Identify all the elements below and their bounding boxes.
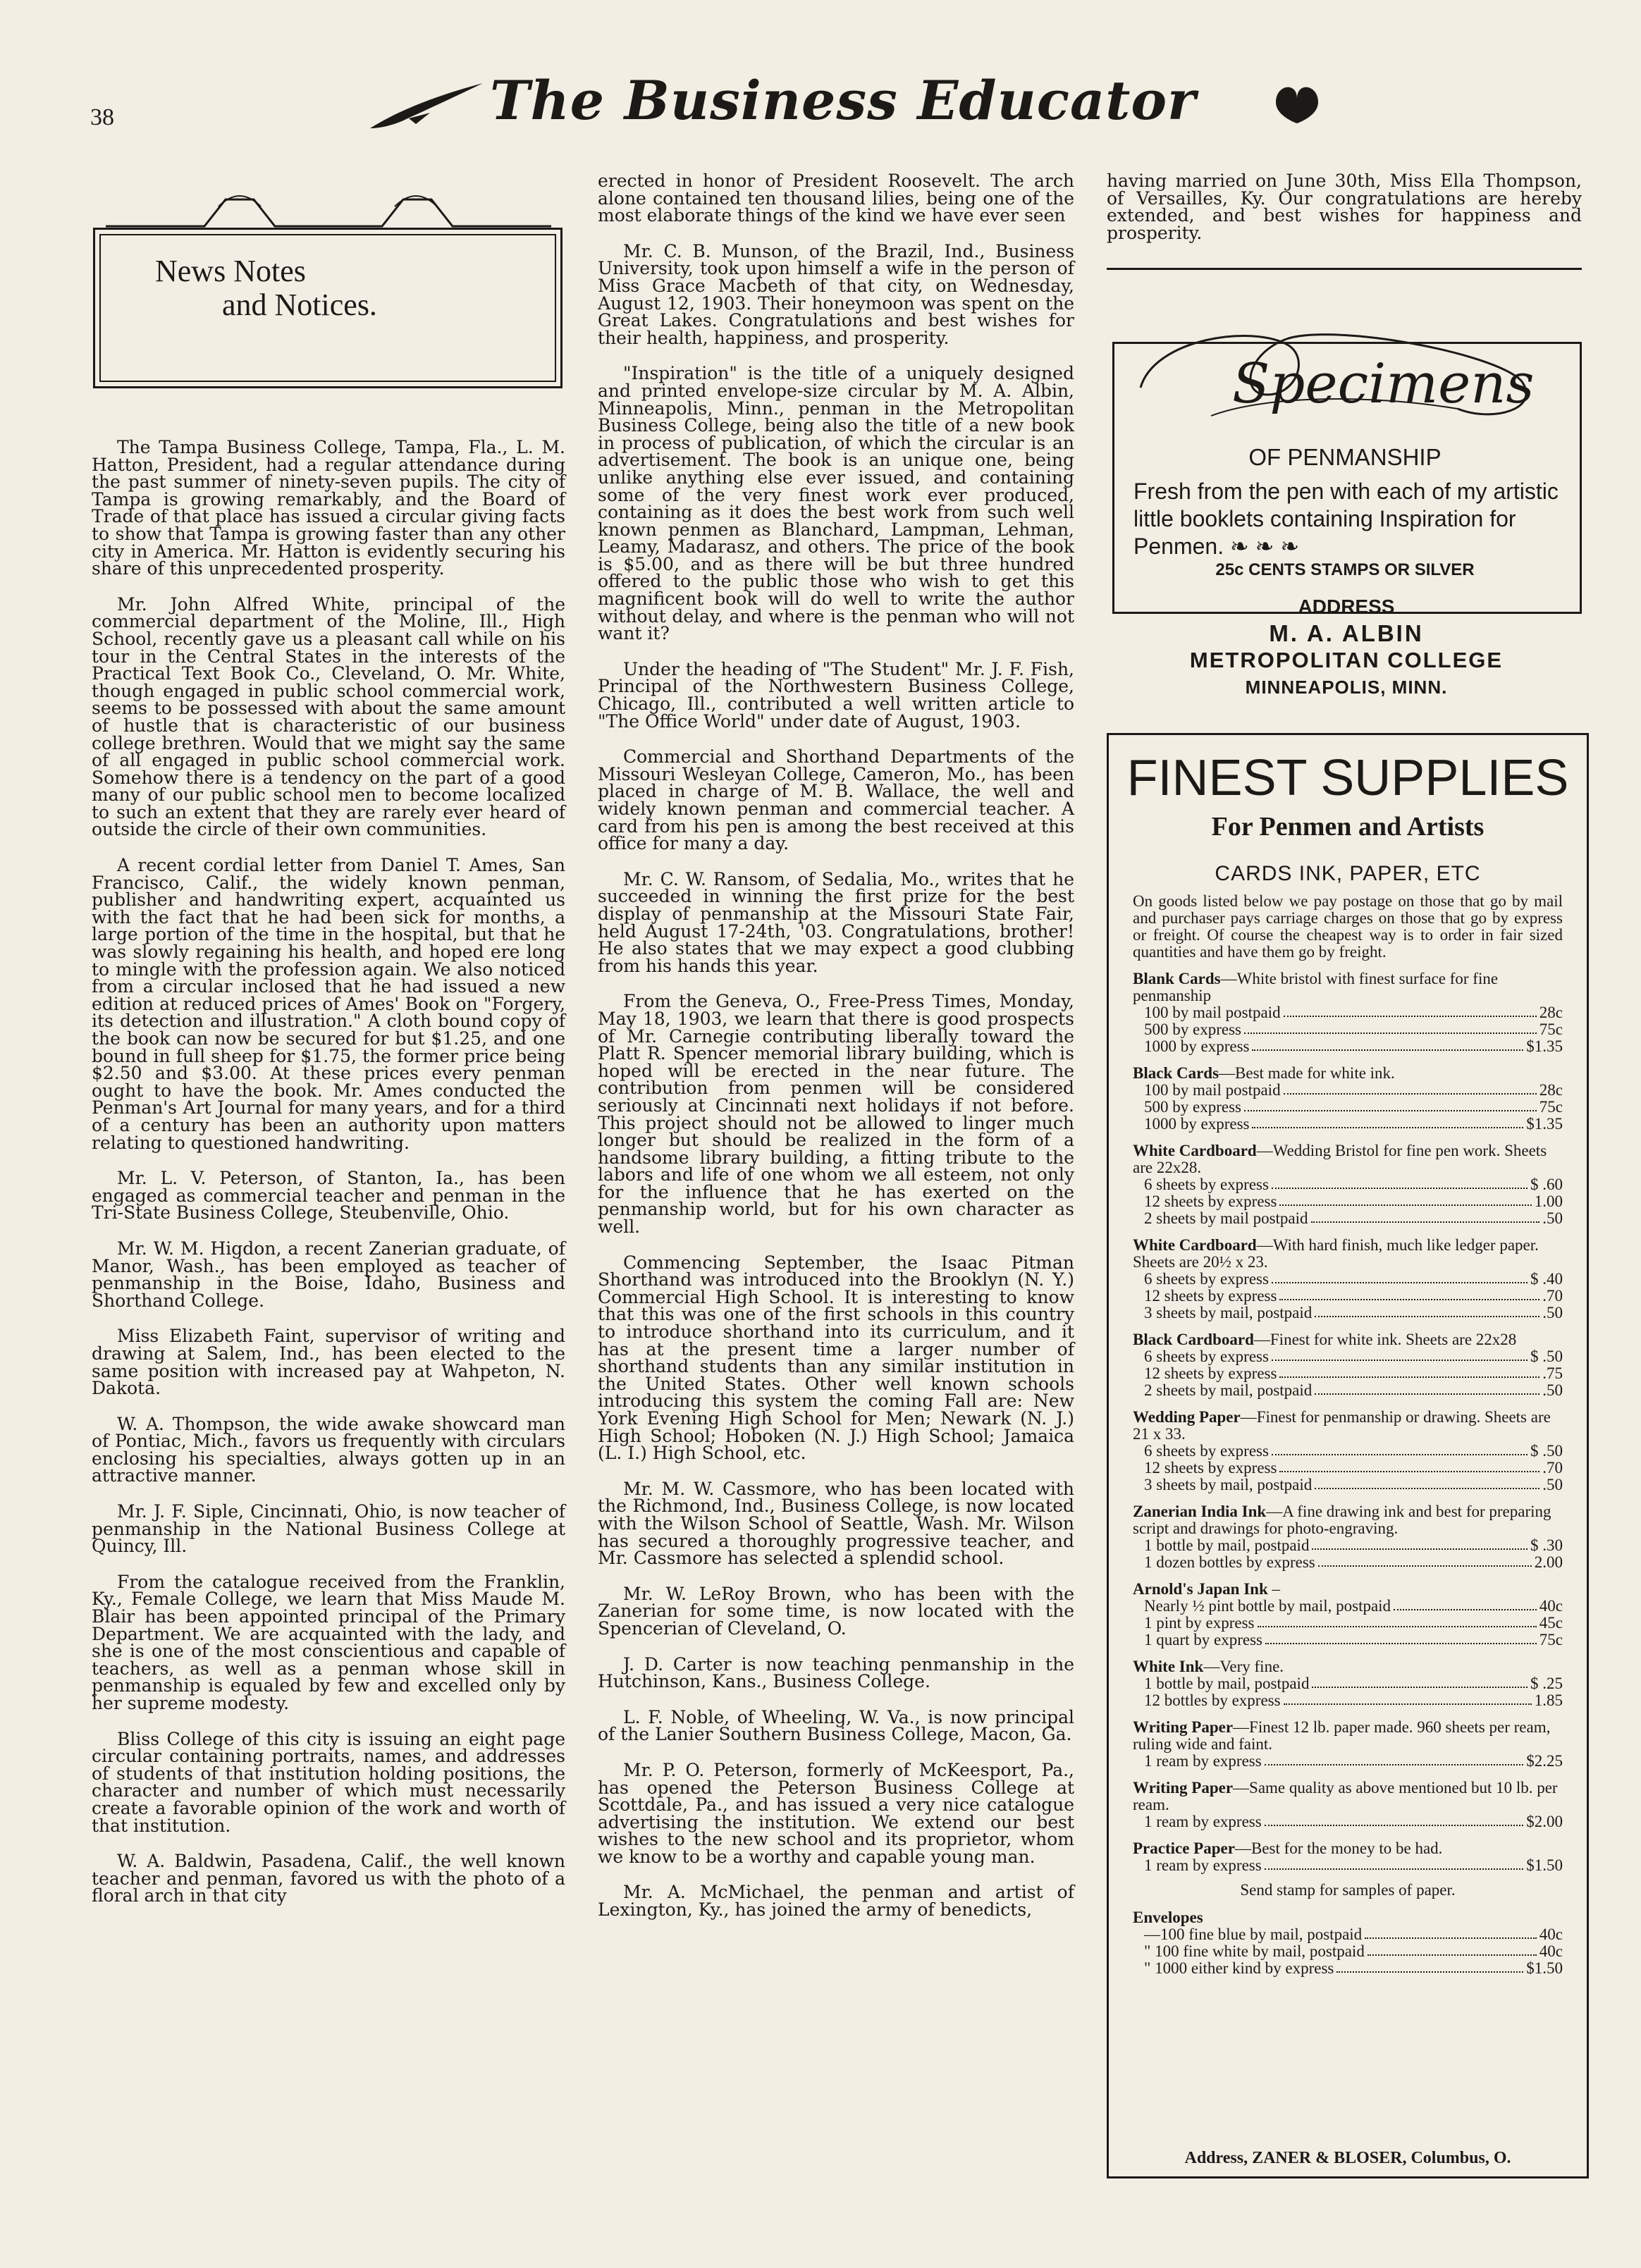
supply-item [1133, 1840, 1563, 1874]
quill-icon [367, 78, 486, 134]
address-label: ADDRESS [1298, 596, 1395, 617]
price-value: 45c [1539, 1614, 1563, 1632]
news-item: "Inspiration" is the title of a uniquely designed and printed envelope-size circular by M. A. Albin, Minneapolis, Minn., penman in the Metropolitan Business College, being also the title of a new book in process of publication, of which the circular is an advertisement. The book is an unique one, being unlike anything else ever issued, and containing some of the very finest work ever produced, containing as it does the best work from such well known penmen as Blanchard, Lampman, Lehman, Leamy, Madarasz, and others. The price of the book is $5.00, and as there will be but three hundred offered to the public those who wish to get this magnificent book will do well to write the author without delay, and where is the penman who will not want it? [598, 363, 1074, 644]
supply-item-name: Black Cardboard [1133, 1331, 1254, 1348]
price-value: $ .50 [1530, 1348, 1563, 1365]
supplies-categories: CARDS INK, PAPER, ETC [1215, 862, 1481, 885]
price-label: 12 sheets by express [1144, 1192, 1277, 1210]
supply-item-detail: —Wedding Bristol for fine pen work. Sheets are 22x28. [1133, 1142, 1547, 1176]
supply-item-detail: —Finest for white ink. Sheets are 22x28 [1253, 1331, 1517, 1348]
price-row [1144, 1382, 1563, 1399]
supply-item-desc [1133, 1780, 1563, 1813]
leader-dots [1318, 1554, 1532, 1567]
envelopes-rows [1133, 1926, 1563, 1977]
supply-item-name: Writing Paper [1133, 1779, 1234, 1796]
leader-dots [1336, 1960, 1523, 1973]
masthead-title: The Business Educator [490, 69, 1197, 132]
address-city: MINNEAPOLIS, MINN. [1245, 677, 1448, 698]
price-label: 12 sheets by express [1144, 1364, 1277, 1382]
price-label: 1 bottle by mail, postpaid [1144, 1536, 1310, 1554]
supply-item-desc [1133, 1719, 1563, 1753]
price-label: 12 sheets by express [1144, 1459, 1277, 1477]
price-value: .50 [1542, 1476, 1563, 1493]
leader-dots [1244, 1021, 1537, 1034]
leader-dots [1315, 1305, 1539, 1317]
price-label: 100 by mail postpaid [1144, 1004, 1281, 1021]
supply-item [1133, 1719, 1563, 1770]
price-label: 1 bottle by mail, postpaid [1144, 1675, 1310, 1692]
price-row [1144, 1753, 1563, 1770]
news-item: Mr. W. M. Higdon, a recent Zanerian graduate, of Manor, Wash., has been employed as teacher of penmanship in the Boise, Idaho, Business and Shorthand College. [92, 1238, 565, 1311]
price-label: —100 fine blue by mail, postpaid [1144, 1925, 1363, 1943]
price-value: $1.35 [1526, 1115, 1563, 1133]
column-1 [92, 173, 565, 1923]
supply-item-detail: – [1267, 1580, 1280, 1598]
divider [1107, 268, 1582, 270]
supply-item-detail: —White bristol with finest surface for fine penmanship [1133, 970, 1499, 1004]
supply-item-detail: —Best for the money to be had. [1234, 1839, 1443, 1857]
supplies-title: FINEST SUPPLIES [1126, 750, 1569, 806]
news-item: having married on June 30th, Miss Ella Thompson, of Versailles, Ky. Our congratulations are hereby extended, and best wishes for happiness and prosperity. [1107, 171, 1582, 243]
supply-item-name: Black Cards [1133, 1064, 1219, 1082]
supply-item [1133, 1331, 1563, 1399]
price-value: $1.35 [1526, 1037, 1563, 1055]
leader-dots [1284, 1004, 1537, 1017]
price-row [1144, 1598, 1563, 1615]
penmanship-heading: OF PENMANSHIP [1248, 444, 1442, 470]
supply-item-name: Wedding Paper [1133, 1408, 1241, 1426]
leader-dots [1311, 1210, 1540, 1223]
supply-item [1133, 1237, 1563, 1321]
supply-item-desc [1133, 1409, 1563, 1443]
price-label: 1 quart by express [1144, 1631, 1262, 1648]
price-row [1144, 1021, 1563, 1038]
albin-address [1112, 593, 1580, 701]
price-label: 2 sheets by mail postpaid [1144, 1209, 1308, 1227]
leader-dots [1279, 1288, 1539, 1300]
price-label: 6 sheets by express [1144, 1348, 1269, 1365]
supply-item-desc [1133, 1840, 1563, 1857]
price-row [1144, 1176, 1563, 1193]
price-row [1144, 1813, 1563, 1830]
price-label: " 1000 either kind by express [1144, 1959, 1334, 1977]
leader-dots [1315, 1477, 1539, 1489]
price-value: $2.00 [1526, 1813, 1563, 1830]
price-row [1144, 1943, 1563, 1960]
news-item: J. D. Carter is now teaching penmanship in the Hutchinson, Kans., Business College. [598, 1653, 1074, 1692]
supply-item [1133, 1142, 1563, 1227]
price-row [1144, 1365, 1563, 1382]
envelopes-item [1133, 1909, 1563, 1977]
leader-dots [1365, 1926, 1537, 1939]
price-value: $1.50 [1526, 1856, 1563, 1874]
price-row [1144, 1857, 1563, 1874]
price-row [1144, 1675, 1563, 1692]
price-value: .70 [1542, 1287, 1563, 1305]
news-item: Mr. John Alfred White, principal of the commercial department of the Moline, Ill., High School, recently gave us a pleasant call while on his tour in the Central States in the interests of the Practical Text Book Co., Cleveland, O. Mr. White, though engaged in public school commercial work, seems to be possessed with about the same amount of hustle that is characteristic of our business college brethren. Would that we might say the same of all engaged in public school commercial work. Somehow there is a tendency on the part of a good many of our public school men to become localized to such an extent that they are rarely ever heard of outside the circle of their own communities. [92, 593, 565, 840]
supply-item [1133, 1658, 1563, 1709]
supply-item [1133, 1409, 1563, 1493]
leader-dots [1272, 1443, 1528, 1455]
price-row [1144, 1477, 1563, 1493]
price-row [1144, 1615, 1563, 1632]
price-value: .75 [1542, 1364, 1563, 1382]
price-label: 6 sheets by express [1144, 1442, 1269, 1460]
leader-dots [1265, 1753, 1524, 1765]
price-row [1144, 1960, 1563, 1977]
supply-item-desc [1133, 1237, 1563, 1271]
price-value: $ .60 [1530, 1176, 1563, 1193]
leader-dots [1252, 1116, 1523, 1128]
supply-item-desc [1133, 1658, 1563, 1675]
samples-note: Send stamp for samples of paper. [1240, 1881, 1456, 1899]
price-row [1144, 1554, 1563, 1571]
news-item: L. F. Noble, of Wheeling, W. Va., is now principal of the Lanier Southern Business College, Macon, Ga. [598, 1706, 1074, 1745]
price-label: 3 sheets by mail, postpaid [1144, 1304, 1313, 1321]
supply-item [1133, 1780, 1563, 1830]
supply-item-desc [1133, 970, 1563, 1004]
price-row [1144, 1116, 1563, 1133]
news-item: Mr. M. W. Cassmore, who has been located with the Richmond, Ind., Business College, is now located with the Wilson School of Seattle, Wash. Mr. Wilson has secured a thoroughly progressive teacher, and Mr. Cassmore has selected a splendid school. [598, 1478, 1074, 1569]
news-item: A recent cordial letter from Daniel T. Ames, San Francisco, Calif., the widely known penman, publisher and handwriting expert, acquainted us with the fact that he had been sick for months, a large portion of the time in the hospital, but that he was slowly regaining his health, and hoped ere long to mingle with the profession again. We also noticed from a circular inclosed that he had issued a new edition at reduced prices of Ames' Book on "Forgery, its detection and illustration." A cloth bound copy of the book can now be secured for but $1.25, and one bound in full sheep for $1.75, the former price being $2.50 and $3.00. At these prices every penman ought to have the book. Mr. Ames conducted the Penman's Art Journal for many years, and for a third of a century has been an authority upon matters relating to questioned handwriting. [92, 855, 565, 1153]
price-row [1144, 1305, 1563, 1321]
price-row [1144, 1460, 1563, 1477]
price-value: $ .40 [1530, 1270, 1563, 1288]
news-item: Under the heading of "The Student" Mr. J. F. Fish, Principal of the Northwestern Business College, Chicago, Ill., contributed a well written article to "The Office World" under date of August, 1903. [598, 658, 1074, 732]
price-value: 40c [1539, 1942, 1563, 1960]
leader-dots [1394, 1598, 1537, 1610]
news-item: erected in honor of President Roosevelt. The arch alone contained ten thousand lilies, being one of the most elaborate things of the kind we have ever seen [598, 171, 1074, 226]
supply-item [1133, 1065, 1563, 1133]
price-label: 6 sheets by express [1144, 1176, 1269, 1193]
news-item: From the Geneva, O., Free-Press Times, Monday, May 18, 1903, we learn that there is good prospects of Mr. Carnegie contributing liberally toward the Platt R. Spencer memorial library building, which is hoped will be erected in the near future. The contribution from penmen will be considered seriously at Cincinnati next holidays if not before. This project should not be allowed to linger much longer but should be realized in the form of a handsome library building, a fitting tribute to the labors and life of one whom we all esteem, not only for the influence that he has exerted on the penmanship world, but for his own character as well. [598, 991, 1074, 1238]
price-label: 6 sheets by express [1144, 1270, 1269, 1288]
supply-item-detail: —Finest for penmanship or drawing. Sheets are 21 x 33. [1133, 1408, 1551, 1443]
price-value: 40c [1539, 1925, 1563, 1943]
price-label: 2 sheets by mail, postpaid [1144, 1381, 1313, 1399]
supply-item-name: Blank Cards [1133, 970, 1221, 987]
price-row [1144, 1004, 1563, 1021]
price-value: 75c [1539, 1631, 1563, 1648]
supplies-subtitle: For Penmen and Artists [1211, 812, 1485, 842]
penmanship-price: 25c CENTS STAMPS OR SILVER [1215, 560, 1475, 579]
penmanship-body: Fresh from the pen with each of my artistic little booklets containing Inspiration for Penmen. ❧ ❧ ❧ [1133, 479, 1559, 559]
news-item: Mr. C. B. Munson, of the Brazil, Ind., Business University, took upon himself a wife in the person of Miss Grace Macbeth of that city, on Wednesday, August 12, 1903. Their honeymoon was spent on the Great Lakes. Congratulations and best wishes for their health, happiness, and prosperity. [598, 240, 1074, 348]
news-item: Mr. J. F. Siple, Cincinnati, Ohio, is now teacher of penmanship in the National Business College at Quincy, Ill. [92, 1501, 565, 1557]
price-label: 1 ream by express [1144, 1752, 1262, 1770]
leader-dots [1279, 1460, 1539, 1472]
price-label: 500 by express [1144, 1098, 1241, 1116]
envelopes-head: Envelopes [1133, 1909, 1203, 1926]
news-item: Mr. L. V. Peterson, of Stanton, Ia., has been engaged as commercial teacher and penman in the Tri-State Business College, Steubenville, Ohio. [92, 1168, 565, 1224]
price-row [1144, 1271, 1563, 1288]
supply-item-detail: —Very fine. [1203, 1658, 1284, 1675]
leader-dots [1284, 1692, 1532, 1705]
leader-dots [1272, 1176, 1528, 1189]
leader-dots [1312, 1675, 1528, 1688]
price-value: .50 [1542, 1381, 1563, 1399]
leader-dots [1265, 1632, 1537, 1644]
price-label: 12 bottles by express [1144, 1691, 1281, 1709]
price-label: 1000 by express [1144, 1037, 1250, 1055]
page-number: 38 [90, 104, 114, 130]
supplies-footer: Address, ZANER & BLOSER, Columbus, O. [1184, 2149, 1511, 2167]
leader-dots [1244, 1099, 1537, 1111]
price-value: 28c [1539, 1081, 1563, 1099]
price-value: 40c [1539, 1597, 1563, 1615]
supply-item-name: White Ink [1133, 1658, 1204, 1675]
supply-item-detail: —Best made for white ink. [1219, 1064, 1395, 1082]
leader-dots [1284, 1082, 1537, 1095]
price-row [1144, 1926, 1563, 1943]
supply-item [1133, 1581, 1563, 1648]
price-label: 1 pint by express [1144, 1614, 1255, 1632]
price-row [1144, 1443, 1563, 1460]
column-2 [598, 173, 1074, 1937]
leader-dots [1368, 1943, 1537, 1956]
price-row [1144, 1692, 1563, 1709]
supply-item-desc [1133, 1331, 1563, 1348]
masthead [367, 65, 1325, 142]
leader-dots [1252, 1038, 1523, 1051]
supply-item-detail: —With hard finish, much like ledger paper. Sheets are 20½ x 23. [1133, 1236, 1539, 1271]
supply-item [1133, 970, 1563, 1055]
leader-dots [1279, 1365, 1539, 1378]
supplies-ad [1107, 733, 1589, 2178]
price-label: " 100 fine white by mail, postpaid [1144, 1942, 1365, 1960]
price-value: .50 [1542, 1209, 1563, 1227]
supply-item-desc [1133, 1503, 1563, 1537]
leader-dots [1258, 1615, 1537, 1627]
price-value: $1.50 [1526, 1959, 1563, 1977]
supply-item-name: Arnold's Japan Ink [1133, 1580, 1268, 1598]
price-label: Nearly ½ pint bottle by mail, postpaid [1144, 1597, 1391, 1615]
price-label: 500 by express [1144, 1021, 1241, 1038]
supply-item-desc [1133, 1581, 1563, 1598]
banner-title-line2: and Notices. [222, 288, 377, 322]
supplies-intro: On goods listed below we pay postage on those that go by mail and purchaser pays carriage charges on those that go by express or freight. Of course the cheapest way is to order in fair sized quantities and have them go by freight. [1133, 892, 1563, 961]
penmanship-ad [1112, 310, 1580, 599]
supply-item-detail: —Finest 12 lb. paper made. 960 sheets per ream, ruling wide and faint. [1133, 1718, 1551, 1753]
address-name: M. A. ALBIN [1269, 620, 1424, 646]
price-value: 1.85 [1534, 1691, 1563, 1709]
price-value: $ .50 [1530, 1442, 1563, 1460]
price-row [1144, 1348, 1563, 1365]
news-item: The Tampa Business College, Tampa, Fla., L. M. Hatton, President, had a regular attendance during the past summer of ninety-seven pupils. The city of Tampa is growing remarkably, and the Board of Trade of that place has issued a circular giving facts to show that Tampa is growing faster than any other city in America. Mr. Hatton is evidently securing his share of this unprecedented prosperity. [92, 437, 565, 579]
price-label: 100 by mail postpaid [1144, 1081, 1281, 1099]
price-row [1144, 1288, 1563, 1305]
price-value: 75c [1539, 1098, 1563, 1116]
price-row [1144, 1193, 1563, 1210]
supply-item-name: White Cardboard [1133, 1142, 1257, 1159]
price-value: $ .30 [1530, 1536, 1563, 1554]
price-label: 12 sheets by express [1144, 1287, 1277, 1305]
supply-item-desc [1133, 1065, 1563, 1082]
price-label: 1 ream by express [1144, 1813, 1262, 1830]
news-item: Mr. W. LeRoy Brown, who has been with the Zanerian for some time, is now located with the Spencerian of Cleveland, O. [598, 1583, 1074, 1639]
supply-item-detail: —Same quality as above mentioned but 10 lb. per ream. [1133, 1779, 1558, 1813]
specimens-script: Specimens [1232, 352, 1535, 416]
price-label: 3 sheets by mail, postpaid [1144, 1476, 1313, 1493]
news-notes-banner [92, 185, 565, 418]
news-item: Mr. C. W. Ransom, of Sedalia, Mo., writes that he succeeded in winning the first prize for the best display of penmanship at the Missouri State Fair, held August 17-24th, '03. Congratulations, brother! He also states that we may expect a good clubbing from his hands this year. [598, 868, 1074, 976]
price-value: 2.00 [1534, 1553, 1563, 1571]
news-item: Commercial and Shorthand Departments of the Missouri Wesleyan College, Cameron, Mo., has been placed in charge of M. B. Wallace, the well and widely known penman and commercial teacher. A card from his pen is among the best received at this office for many a day. [598, 746, 1074, 854]
price-row [1144, 1632, 1563, 1648]
price-value: .70 [1542, 1459, 1563, 1477]
price-value: $2.25 [1526, 1752, 1563, 1770]
price-label: 1000 by express [1144, 1115, 1250, 1133]
price-value: $ .25 [1530, 1675, 1563, 1692]
supply-item [1133, 1503, 1563, 1571]
leader-dots [1265, 1813, 1524, 1826]
supply-list [1109, 970, 1587, 1874]
leader-dots [1279, 1193, 1531, 1206]
price-value: .50 [1542, 1304, 1563, 1321]
news-item: W. A. Thompson, the wide awake showcard man of Pontiac, Mich., favors us frequently with circulars enclosing his specialties, always gotten up in an attractive manner. [92, 1413, 565, 1486]
price-value: 75c [1539, 1021, 1563, 1038]
price-row [1144, 1082, 1563, 1099]
leader-dots [1272, 1271, 1528, 1283]
supply-item-desc [1133, 1142, 1563, 1176]
leader-dots [1312, 1537, 1528, 1550]
banner-title-line1: News Notes [155, 254, 306, 288]
leader-dots [1272, 1348, 1528, 1361]
price-row [1144, 1038, 1563, 1055]
news-item: Mr. P. O. Peterson, formerly of McKeesport, Pa., has opened the Peterson Business College at Scottdale, Pa., and has issued a very nice catalogue advertising the institution. We extend our best wishes to the new school and its proprietor, whom we know to be a worthy and capable young man. [598, 1759, 1074, 1867]
supply-item-name: Practice Paper [1133, 1839, 1235, 1857]
price-value: 28c [1539, 1004, 1563, 1021]
supply-item-detail: —A fine drawing ink and best for preparing script and drawings for photo-engraving. [1133, 1503, 1551, 1537]
news-item: Mr. A. McMichael, the penman and artist of Lexington, Ky., has joined the army of benedicts, [598, 1882, 1074, 1921]
price-label: 1 dozen bottles by express [1144, 1553, 1315, 1571]
leader-dots [1315, 1382, 1539, 1395]
price-row [1144, 1210, 1563, 1227]
supply-item-name: Writing Paper [1133, 1718, 1234, 1736]
news-item: W. A. Baldwin, Pasadena, Calif., the well known teacher and penman, favored us with the photo of a floral arch in that city [92, 1851, 565, 1906]
news-item: From the catalogue received from the Franklin, Ky., Female College, we learn that Miss Maude M. Blair has been appointed principal of the Primary Department. We are acquainted with the lady, and she is one of the most conscientious and capable of teachers, as well as a penman whose skill in penmanship is equaled by few and excelled only by her supreme modesty. [92, 1571, 565, 1713]
price-label: 1 ream by express [1144, 1856, 1262, 1874]
price-row [1144, 1099, 1563, 1116]
leader-dots [1265, 1857, 1524, 1870]
supply-item-name: White Cardboard [1133, 1236, 1257, 1254]
supply-item-name: Zanerian India Ink [1133, 1503, 1267, 1520]
news-item: Miss Elizabeth Faint, supervisor of writing and drawing at Salem, Ind., has been elected to the same position with increased pay at Wahpeton, N. Dakota. [92, 1326, 565, 1399]
column-3-continuation [1107, 173, 1582, 242]
news-item: Bliss College of this city is issuing an eight page circular containing portraits, names, and addresses of students of that institution holding positions, the character and number of which must necessarily create a favorable opinion of the work and worth of that institution. [92, 1728, 565, 1836]
address-college: METROPOLITAN COLLEGE [1189, 648, 1504, 672]
price-value: 1.00 [1534, 1192, 1563, 1210]
news-item: Commencing September, the Isaac Pitman Shorthand was introduced into the Brooklyn (N. Y.) Commercial High School. It is interesting to know that this was one of the first schools in this country to introduce shorthand into its curriculum, and it has at the present time a larger number of shorthand students than any similar institution in the United States. Other well known schools introducing this system the coming Fall are: New York Evening High School for Men; Newark (N. J.) High School; Hoboken (N. J.) High School; Jamaica (L. I.) High School, etc. [598, 1252, 1074, 1464]
price-row [1144, 1537, 1563, 1554]
ornament-icon [1269, 78, 1325, 127]
